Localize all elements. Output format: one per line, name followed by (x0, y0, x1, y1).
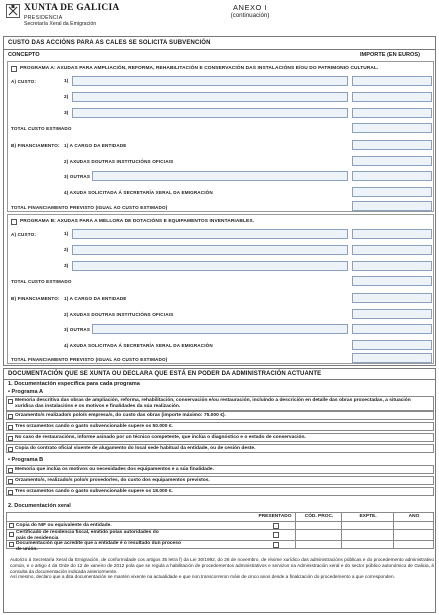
table-row (7, 529, 433, 540)
doc-item-program-b (6, 465, 434, 474)
financing-others-description-field[interactable] (92, 324, 348, 334)
concept-column-header: CONCEPTO (8, 52, 40, 58)
cost-label: A) CUSTO: (11, 232, 36, 237)
financing-entity-field[interactable] (352, 140, 432, 150)
doc-item-program-b (6, 487, 434, 496)
program-a-checkbox[interactable] (11, 66, 17, 72)
financing-requested-aid-field[interactable] (352, 340, 432, 350)
org-name: XUNTA DE GALICIA (24, 3, 120, 13)
annex-subtitle: (continuación) (230, 12, 270, 19)
authorization-notes (10, 557, 434, 580)
financing-other-institutions-field[interactable] (352, 156, 432, 166)
table-row (7, 521, 433, 529)
org-secretariat: Secretaría Xeral da Emigración (24, 21, 97, 27)
total-financing-label: TOTAL FINANCIAMENTO PREVISTO (IGUAL AO CUSTO ESTIMADO) (11, 357, 168, 362)
cost-item-number: 1) (64, 232, 69, 237)
presented-column-header: PRESENTADO (258, 514, 292, 519)
cost-3-description-field[interactable] (72, 261, 348, 271)
cost-item-number: 2) (64, 248, 69, 253)
xunta-logo-icon (6, 4, 20, 18)
financing-item-label: 2) AXUDAS DOUTRAS INSTITUCIÓNS OFICIAIS (64, 312, 174, 317)
financing-entity-field[interactable] (352, 293, 432, 303)
doc-item-text: Certificado de residencia fiscal, emitido polas autoridades do país de residencia (16, 530, 159, 541)
financing-others-amount-field[interactable] (352, 324, 432, 334)
cost-item-number: 2) (64, 95, 69, 100)
total-financing-field[interactable] (352, 201, 432, 211)
doc-item-text: Tres orzamentos cando o gasto subvencionable supere os 50.000 €. (15, 424, 173, 429)
presented-checkbox[interactable] (273, 532, 279, 538)
financing-other-institutions-field[interactable] (352, 309, 432, 319)
cost-2-amount-field[interactable] (352, 92, 432, 102)
cost-1-description-field[interactable] (72, 76, 348, 86)
doc-item-text: Documentación que acredite que a entidade é o resultado dun proceso de unión. (16, 541, 181, 552)
cost-item-number: 1) (64, 79, 69, 84)
cost-3-amount-field[interactable] (352, 108, 432, 118)
cost-label: A) CUSTO: (11, 79, 36, 84)
doc-item-program-b (6, 476, 434, 485)
file-column-header: EXPTE. (359, 514, 377, 519)
doc-checkbox[interactable] (8, 414, 13, 419)
program-b-docs-heading: • Programa B (8, 457, 44, 463)
doc-checkbox[interactable] (8, 425, 13, 430)
total-cost-label: TOTAL CUSTO ESTIMADO (11, 126, 72, 131)
total-financing-label: TOTAL FINANCIAMENTO PREVISTO (IGUAL AO CUSTO ESTIMADO) (11, 205, 168, 210)
financing-requested-aid-field[interactable] (352, 187, 432, 197)
program-b-block (7, 214, 434, 364)
doc-checkbox[interactable] (8, 436, 13, 441)
financing-item-label: 3) OUTRAS (64, 327, 91, 332)
year-column-header: ANO (408, 514, 420, 519)
divider (4, 49, 435, 50)
doc-item-text: Memoria descritiva das obras de ampliación, reforma, rehabilitación, conservación e/ou restauración, incluíndo a descrición en detalle das obras proxectadas, a situación xurídica das instalacións e os motivos e finalidades da súa realización. (15, 398, 411, 409)
financing-item-label: 4) AXUDA SOLICITADA Á SECRETARÍA XERAL DA EMIGRACIÓN (64, 190, 213, 195)
doc-checkbox[interactable] (9, 542, 14, 547)
cost-item-number: 3) (64, 264, 69, 269)
doc-checkbox[interactable] (8, 468, 13, 473)
financing-others-amount-field[interactable] (352, 171, 432, 181)
cost-1-amount-field[interactable] (352, 229, 432, 239)
cost-3-description-field[interactable] (72, 108, 348, 118)
documentation-section (3, 368, 436, 613)
financing-item-label: 3) OUTRAS (64, 174, 91, 179)
program-a-docs-heading: • Programa A (8, 389, 44, 395)
doc-checkbox[interactable] (8, 479, 13, 484)
doc-item-text: Copia do contrato oficial vixente de alugamento do local sede habitual da entidade, ou de cesión deste. (15, 446, 256, 451)
costs-section-title: CUSTO DAS ACCIÓNS PARA AS CALES SE SOLICITA SUBVENCIÓN (8, 40, 211, 46)
doc-item-text: Copia do NIF ou equivalente da entidade. (16, 523, 112, 528)
declaration-paragraph: Así mesmo, declaro que a dita documentación se mantén vixente na actualidade e que non transcorreron máis de cinco anos desde a finalización do procedemento a que corresponden. (10, 574, 395, 580)
org-department: PRESIDENCIA (24, 15, 63, 21)
doc-item-text: Tres orzamentos cando o gasto subvencionable supere os 18.000 €. (15, 489, 173, 494)
presented-checkbox[interactable] (273, 542, 279, 548)
documentation-section-title: DOCUMENTACIÓN QUE SE XUNTA OU DECLARA QUE ESTÁ EN PODER DA ADMINISTRACIÓN ACTUANTE (8, 371, 322, 377)
program-b-title: PROGRAMA B: AXUDAS PARA A MELLORA DE DOTACIÓNS E EQUIPAMENTOS INVENTARIABLES. (20, 219, 255, 224)
doc-item-program-a (6, 433, 434, 442)
divider (4, 379, 435, 380)
cost-3-amount-field[interactable] (352, 261, 432, 271)
doc-checkbox[interactable] (9, 532, 14, 537)
financing-label: B) FINANCIAMENTO: (11, 143, 60, 148)
cost-item-number: 3) (64, 111, 69, 116)
doc-checkbox[interactable] (8, 490, 13, 495)
specific-docs-heading: 1. Documentación específica para cada programa (8, 381, 140, 387)
page-header (0, 0, 439, 36)
cost-2-amount-field[interactable] (352, 245, 432, 255)
doc-item-program-a (6, 411, 434, 420)
financing-item-label: 1) A CARGO DA ENTIDADE (64, 296, 127, 301)
doc-item-text: Memoria que inclúa os motivos ou necesidades dos equipamentos e a súa finalidade. (15, 467, 214, 472)
financing-item-label: 1) A CARGO DA ENTIDADE (64, 143, 127, 148)
doc-checkbox[interactable] (9, 523, 14, 528)
doc-item-text: Orzamento/s, realizado/s polo/s provedor/es, do custo dos equipamentos previstos. (15, 478, 210, 483)
financing-others-description-field[interactable] (92, 171, 348, 181)
authorization-paragraph: Autorizo á Secretaría Xeral da Emigración, de conformidade cos artigos 35 letra f) da Lei 30/1992, do 26 de novembro, de réxime xurídico das administracións públicas e do procedemento administrativo común, e o artigo 4 da Orde do 12 de xaneiro de 2012 pola que se regula a habilitación de procedementos administrativos e servizos na Administración xeral e do sector público autonómico de Galicia, á consulta da documentación indicada anteriormente. (10, 557, 434, 574)
doc-checkbox[interactable] (8, 447, 13, 452)
general-docs-heading: 2. Documentación xeral (8, 503, 71, 509)
program-b-checkbox[interactable] (11, 219, 17, 225)
doc-item-text: Orzamento/s realizado/s polo/s empresa/s, do custo das obras (importe máximo: 75.000 €). (15, 413, 226, 418)
financing-item-label: 4) AXUDA SOLICITADA Á SECRETARÍA XERAL DA EMIGRACIÓN (64, 343, 213, 348)
cost-1-description-field[interactable] (72, 229, 348, 239)
total-financing-field[interactable] (352, 353, 432, 363)
total-cost-field[interactable] (352, 276, 432, 286)
proc-code-column-header: CÓD. PROC. (304, 514, 334, 519)
doc-checkbox[interactable] (8, 399, 13, 404)
financing-label: B) FINANCIAMENTO: (11, 296, 60, 301)
general-docs-table (6, 512, 434, 552)
cost-1-amount-field[interactable] (352, 76, 432, 86)
doc-item-program-a (6, 422, 434, 431)
doc-item-text: No caso de restauracións, informe asinado por un técnico competente, que inclúa o diagnóstico e o estado de conservación. (15, 435, 306, 440)
financing-item-label: 2) AXUDAS DOUTRAS INSTITUCIÓNS OFICIAIS (64, 159, 174, 164)
program-a-block (7, 61, 434, 212)
annex-title: ANEXO I (233, 3, 267, 12)
cost-2-description-field[interactable] (72, 92, 348, 102)
table-row (7, 540, 433, 552)
doc-item-program-a (6, 444, 434, 453)
cost-2-description-field[interactable] (72, 245, 348, 255)
doc-item-program-a (6, 396, 434, 411)
total-cost-label: TOTAL CUSTO ESTIMADO (11, 279, 72, 284)
costs-section (3, 36, 436, 366)
total-cost-field[interactable] (352, 123, 432, 133)
program-a-title: PROGRAMA A: AXUDAS PARA AMPLIACIÓN, REFORMA, REHABILITACIÓN E CONSERVACIÓN DAS INSTALACIÓNS E/OU DO PATRIMONIO CULTURAL. (20, 66, 379, 71)
amount-column-header: IMPORTE (EN EUROS) (360, 52, 420, 58)
